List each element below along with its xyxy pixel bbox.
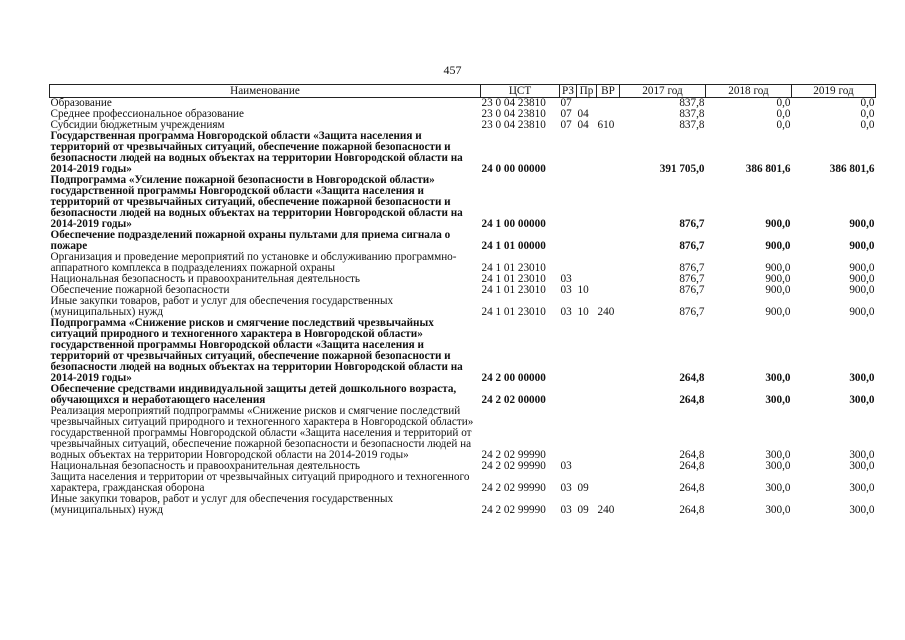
row-2018-cell: 0,0 [776, 119, 791, 131]
row-2019-cell: 0,0 [860, 108, 875, 120]
row-pr-cell [577, 406, 597, 461]
row-2017-cell: 876,7 [679, 306, 705, 318]
row-2019-cell: 0,0 [860, 97, 875, 109]
row-name-cell: Иные закупки товаров, работ и услуг для обеспечения государственных (муниципальных) нужд [50, 295, 394, 318]
row-2018-cell: 0,0 [776, 97, 791, 109]
row-pr-cell [577, 384, 597, 406]
table-row [50, 384, 876, 406]
row-csr-cell: 24 1 01 23010 [481, 273, 546, 285]
row-vr-cell [597, 285, 620, 296]
row-name-cell: Субсидии бюджетным учреждениям [50, 119, 225, 131]
row-name-cell: Государственная программа Новгородской области «Защита населения и территорий от чрезвычайных ситуаций, обеспечение пожарной безопасности и безопасности людей на водных объектах на территории Новгородской области на 2014-2019 годы» [50, 130, 463, 175]
row-vr-cell [597, 472, 620, 494]
row-2017-cell: 264,8 [679, 449, 705, 461]
row-name-cell: Реализация мероприятий подпрограммы «Снижение рисков и смягчение последствий чрезвычайных ситуаций природного и техногенного характера в Новгородской области» государственной программы Новгородской области «Защита населения и территорий от чрезвычайных ситуаций, обеспечение пожарной безопасности и безопасности людей на водных объектах на территории Новгородской области на 2014-2019 годы» [50, 405, 474, 461]
page-number: 457 [443, 63, 462, 77]
row-2018-cell: 900,0 [765, 284, 791, 296]
table-row [50, 296, 876, 318]
header-rz: РЗ [560, 85, 577, 98]
row-pr-cell [577, 175, 597, 230]
row-vr-cell [597, 131, 620, 175]
row-rz-cell: 03 [560, 273, 572, 285]
row-2019-cell: 900,0 [849, 273, 875, 285]
table-row [50, 472, 876, 494]
row-csr-cell: 24 2 02 99990 [481, 504, 546, 516]
row-csr-cell: 24 2 02 99990 [481, 449, 546, 461]
row-vr-cell: 240 [597, 504, 615, 516]
row-rz-cell: 07 [560, 97, 572, 109]
row-2019-cell: 300,0 [849, 504, 875, 516]
row-2017-cell: 876,7 [679, 262, 705, 274]
row-csr-cell: 24 0 00 00000 [481, 163, 546, 175]
row-rz-cell: 03 [560, 306, 572, 318]
row-2017-cell: 876,7 [679, 218, 705, 230]
row-csr-cell: 24 1 01 23010 [481, 306, 546, 318]
row-pr-cell: 10 [577, 284, 589, 296]
row-2019-cell: 900,0 [849, 262, 875, 274]
row-pr-cell: 04 [577, 108, 589, 120]
row-vr-cell [597, 175, 620, 230]
table-row [50, 131, 876, 175]
row-name-cell: Подпрограмма «Снижение рисков и смягчение последствий чрезвычайных ситуаций природного и техногенного характера в Новгородской области» государственной программы Новгородской области «Защита населения и территорий от чрезвычайных ситуаций, обеспечение пожарной безопасности и безопасности людей на водных объектах на территории Новгородской области на 2014-2019 годы» [50, 317, 463, 384]
row-csr-cell: 23 0 04 23810 [481, 97, 546, 109]
row-csr-cell: 24 1 01 00000 [481, 240, 546, 252]
row-rz-cell: 07 [560, 108, 572, 120]
row-2017-cell: 264,8 [679, 482, 705, 494]
row-2019-cell: 300,0 [849, 460, 875, 472]
row-2017-cell: 264,8 [679, 460, 705, 472]
row-2019-cell: 300,0 [849, 482, 875, 494]
row-name-cell: Национальная безопасность и правоохранительная деятельность [50, 273, 361, 285]
row-2017-cell: 391 705,0 [659, 163, 705, 175]
row-name-cell: Организация и проведение мероприятий по установке и обслуживанию программно-аппаратного комплекса в подразделениях пожарной охраны [50, 251, 457, 274]
row-vr-cell [597, 230, 620, 252]
row-pr-cell: 04 [577, 119, 589, 131]
header-vr: ВР [597, 85, 620, 98]
row-name-cell: Среднее профессиональное образование [50, 108, 245, 120]
row-pr-cell [577, 131, 597, 175]
row-csr-cell: 24 1 01 23010 [481, 262, 546, 274]
row-vr-cell: 240 [597, 306, 615, 318]
row-pr-cell: 10 [577, 306, 589, 318]
table-row [50, 252, 876, 274]
row-2018-cell: 300,0 [765, 482, 791, 494]
row-pr-cell: 09 [577, 504, 589, 516]
row-rz-cell: 03 [560, 460, 572, 472]
table-header [50, 85, 876, 98]
row-pr-cell [577, 461, 597, 472]
row-name-cell: Обеспечение подразделений пожарной охраны пультами для приема сигнала о пожаре [50, 229, 451, 252]
header-2019: 2019 год [792, 85, 876, 98]
row-rz-cell [560, 252, 577, 274]
budget-table [49, 84, 876, 516]
row-csr-cell: 23 0 04 23810 [481, 119, 546, 131]
row-2019-cell: 900,0 [849, 240, 875, 252]
row-rz-cell [560, 175, 577, 230]
row-2019-cell: 900,0 [849, 284, 875, 296]
row-vr-cell [597, 274, 620, 285]
row-csr-cell: 24 2 02 00000 [481, 394, 546, 406]
table-row [50, 175, 876, 230]
table-row [50, 406, 876, 461]
row-2017-cell: 264,8 [679, 372, 705, 384]
row-2017-cell: 876,7 [679, 240, 705, 252]
row-2017-cell: 837,8 [679, 108, 705, 120]
row-vr-cell [597, 461, 620, 472]
table-body [50, 98, 876, 517]
row-2017-cell: 264,8 [679, 394, 705, 406]
row-rz-cell: 03 [560, 482, 572, 494]
row-rz-cell [560, 318, 577, 384]
row-2017-cell: 876,7 [679, 273, 705, 285]
table-row [50, 494, 876, 516]
row-vr-cell: 610 [597, 119, 615, 131]
row-csr-cell: 24 1 00 00000 [481, 218, 546, 230]
row-rz-cell [560, 230, 577, 252]
row-name-cell: Образование [50, 97, 112, 109]
row-rz-cell [560, 384, 577, 406]
row-pr-cell [577, 318, 597, 384]
row-csr-cell: 24 2 00 00000 [481, 372, 546, 384]
header-pr: Пр [577, 85, 597, 98]
row-vr-cell [597, 98, 620, 110]
row-2018-cell: 900,0 [765, 218, 791, 230]
row-2017-cell: 264,8 [679, 504, 705, 516]
row-name-cell: Иные закупки товаров, работ и услуг для обеспечения государственных (муниципальных) нужд [50, 493, 394, 516]
row-csr-cell: 24 2 02 99990 [481, 482, 546, 494]
row-vr-cell [597, 384, 620, 406]
header-name: Наименование [50, 85, 481, 98]
row-2018-cell: 900,0 [765, 273, 791, 285]
row-2019-cell: 300,0 [849, 449, 875, 461]
row-2019-cell: 300,0 [849, 372, 875, 384]
header-2018: 2018 год [706, 85, 792, 98]
row-pr-cell [577, 230, 597, 252]
row-name-cell: Национальная безопасность и правоохранительная деятельность [50, 460, 361, 472]
row-2017-cell: 837,8 [679, 97, 705, 109]
row-2019-cell: 386 801,6 [829, 163, 875, 175]
row-vr-cell [597, 252, 620, 274]
row-rz-cell [560, 131, 577, 175]
row-pr-cell: 09 [577, 482, 589, 494]
table-row [50, 230, 876, 252]
row-2019-cell: 900,0 [849, 306, 875, 318]
row-2019-cell: 300,0 [849, 394, 875, 406]
row-2018-cell: 300,0 [765, 504, 791, 516]
row-rz-cell: 03 [560, 284, 572, 296]
row-name-cell: Защита населения и территории от чрезвычайных ситуаций природного и техногенного характера, гражданская оборона [50, 471, 470, 494]
row-2018-cell: 900,0 [765, 240, 791, 252]
row-pr-cell [577, 252, 597, 274]
row-csr-cell: 24 1 01 23010 [481, 284, 546, 296]
row-name-cell: Обеспечение средствами индивидуальной защиты детей дошкольного возраста, обучающихся и неработающего населения [50, 383, 457, 406]
row-csr-cell: 23 0 04 23810 [481, 108, 546, 120]
row-2018-cell: 386 801,6 [745, 163, 791, 175]
row-2018-cell: 900,0 [765, 306, 791, 318]
row-2018-cell: 300,0 [765, 449, 791, 461]
row-name-cell: Подпрограмма «Усиление пожарной безопасности в Новгородской области» государственной программы Новгородской области «Защита населения и территорий от чрезвычайных ситуаций, обеспечение пожарной безопасности и безопасности людей на водных объектах на территории Новгородской области на 2014-2019 годы» [50, 174, 463, 230]
row-2018-cell: 300,0 [765, 394, 791, 406]
row-2019-cell: 900,0 [849, 218, 875, 230]
row-2017-cell: 837,8 [679, 119, 705, 131]
row-name-cell: Обеспечение пожарной безопасности [50, 284, 230, 296]
header-csr: ЦСТ [481, 85, 560, 98]
row-2017-cell: 876,7 [679, 284, 705, 296]
row-rz-cell [560, 406, 577, 461]
row-rz-cell: 03 [560, 504, 572, 516]
row-vr-cell [597, 318, 620, 384]
row-2018-cell: 900,0 [765, 262, 791, 274]
header-2017: 2017 год [620, 85, 706, 98]
row-2018-cell: 0,0 [776, 108, 791, 120]
table-row [50, 318, 876, 384]
row-2019-cell: 0,0 [860, 119, 875, 131]
row-2018-cell: 300,0 [765, 372, 791, 384]
row-vr-cell [597, 406, 620, 461]
row-csr-cell: 24 2 02 99990 [481, 460, 546, 472]
row-rz-cell: 07 [560, 119, 572, 131]
row-2018-cell: 300,0 [765, 460, 791, 472]
